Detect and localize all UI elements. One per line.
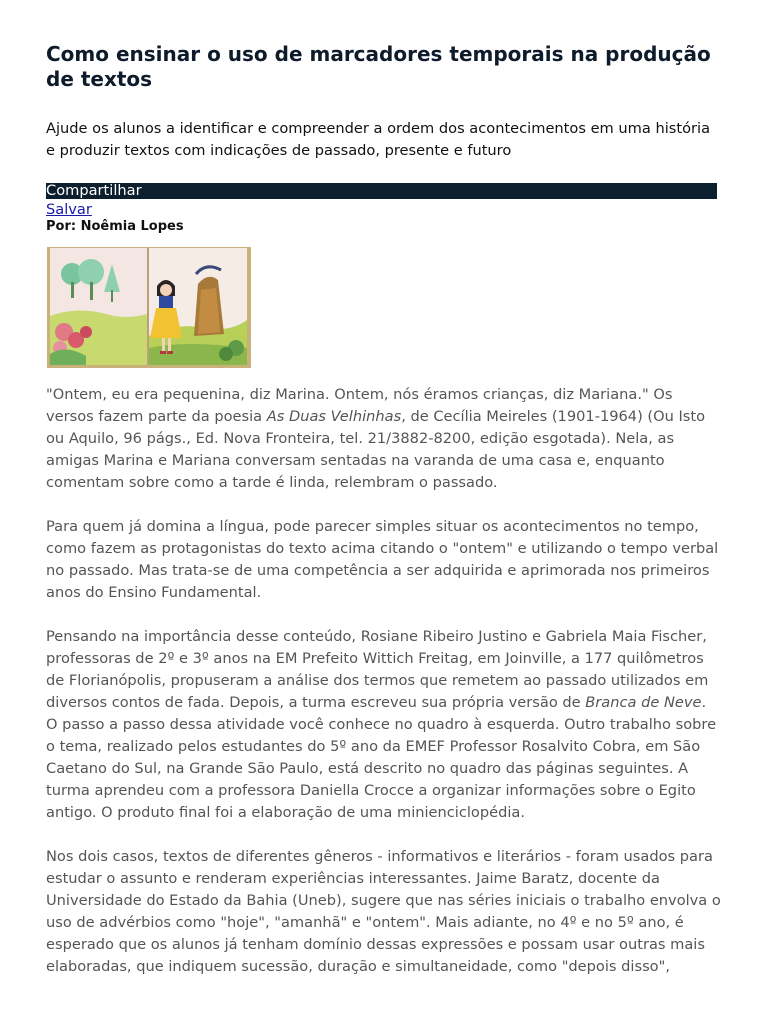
paragraph-1-title-emphasis: As Duas Velhinhas (266, 408, 402, 425)
paragraph-3 (46, 626, 722, 824)
article-subtitle: Ajude os alunos a identificar e compreender a ordem dos acontecimentos em uma história e produzir textos com indicações de passado, presente e futuro (46, 120, 711, 159)
paragraph-3-text-a: Pensando na importância desse conteúdo, Rosiane Ribeiro Justino e Gabriela Maia Fischer, professoras de 2º e 3º anos na EM Prefeito Wittich Freitag, em Joinville, a 177 quilômetros de Florianópolis, propuseram a análise dos termos que remetem ao passado utilizados em diversos contos de fada. Depois, a turma escreveu sua própria versão de (46, 628, 709, 711)
article-body (46, 384, 722, 978)
article (46, 0, 722, 1000)
save-link[interactable]: Salvar (46, 201, 92, 218)
storybook-illustration (46, 244, 252, 370)
paragraph-4: Nos dois casos, textos de diferentes gêneros - informativos e literários - foram usados para estudar o assunto e renderam experiências interessantes. Jaime Baratz, docente da Universidade do Estado da Bahia (Uneb), sugere que nas séries iniciais o trabalho envolva o uso de advérbios como "hoje", "amanhã" e "ontem". Mais adiante, no 4º e no 5º ano, é esperado que os alunos já tenham domínio dessas expressões e possam usar outras mais elaboradas, que indiquem sucessão, duração e simultaneidade, como "depois disso", (46, 848, 721, 975)
page-title: Como ensinar o uso de marcadores temporais na produção de textos (46, 42, 711, 91)
paragraph-1-text-b: , de Cecília Meireles (1901-1964) (Ou Isto ou Aquilo, 96 págs., Ed. Nova Fronteira, tel. 21/3882-8200, edição esgotada). Nela, as amigas Marina e Mariana conversam sentadas na varanda de uma casa e, enquanto comentam sobre como a tarde é linda, relembram o passado. (46, 408, 706, 491)
paragraph-1-text-a: "Ontem, eu era pequenina, diz Marina. Ontem, nós éramos crianças, diz Mariana." Os versos fazem parte da poesia (46, 386, 673, 425)
paragraph-3-title-emphasis: Branca de Neve (585, 694, 702, 711)
paragraph-1 (46, 384, 722, 494)
paragraph-3-text-b: . O passo a passo dessa atividade você conhece no quadro à esquerda. Outro trabalho sobre o tema, realizado pelos estudantes do 5º ano da EMEF Professor Rosalvito Cobra, em São Caetano do Sul, na Grande São Paulo, está descrito no quadro das páginas seguintes. A turma aprendeu com a professora Daniella Crocce a organizar informações sobre o Egito antigo. O produto final foi a elaboração de uma minienciclopédia. (46, 694, 717, 821)
author-byline: Por: Noêmia Lopes (46, 219, 184, 234)
paragraph-2: Para quem já domina a língua, pode parecer simples situar os acontecimentos no tempo, como fazem as protagonistas do texto acima citando o "ontem" e utilizando o tempo verbal no passado. Mas trata-se de uma competência a ser adquirida e aprimorada nos primeiros anos do Ensino Fundamental. (46, 518, 719, 601)
share-button[interactable]: Compartilhar (46, 183, 717, 199)
